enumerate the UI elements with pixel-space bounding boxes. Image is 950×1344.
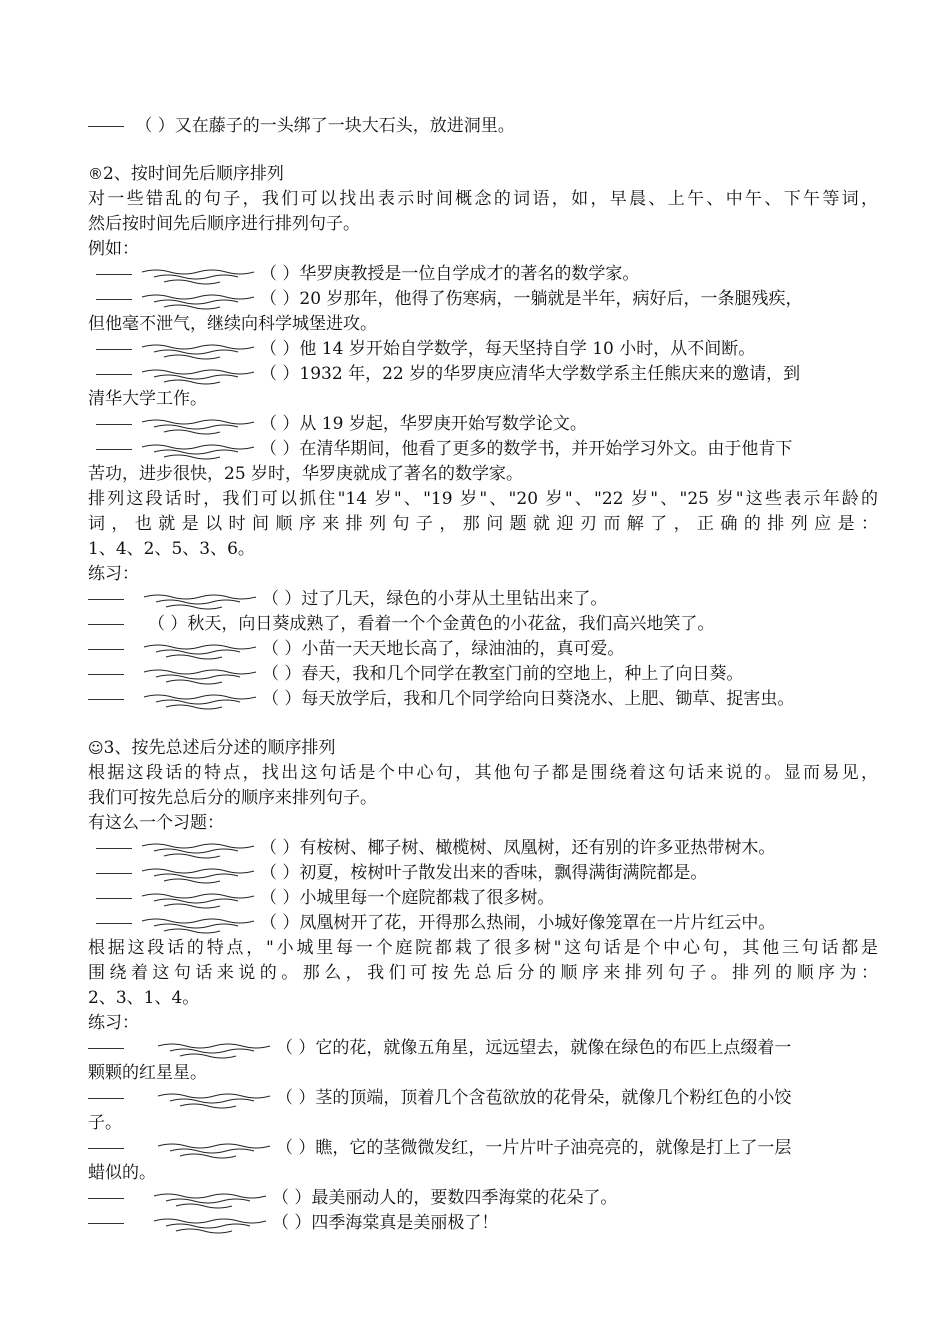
section3-practice-label: 练习： (88, 1013, 139, 1033)
practice-item (88, 1211, 878, 1235)
example-continuation: 清华大学工作。 (88, 389, 207, 409)
wavy-underline (154, 1038, 272, 1060)
answer-line (88, 1223, 124, 1224)
wavy-underline (140, 589, 258, 611)
section2-practice-label: 练习： (88, 564, 139, 584)
wavy-underline (140, 639, 258, 661)
answer-line (88, 674, 124, 675)
practice-text: （ ）小苗一天天地长高了，绿油油的，真可爱。 (262, 639, 625, 659)
practice-text: （ ）瞧，它的茎微微发红，一片片叶子油亮亮的，就像是打上了一层 (276, 1138, 792, 1158)
section3-intro-line2: 我们可按先总后分的顺序来排列句子。 (88, 788, 377, 808)
practice-item (88, 637, 878, 661)
practice-text: （ ）每天放学后，我和几个同学给向日葵浇水、上肥、锄草、捉害虫。 (262, 689, 795, 709)
example-item (88, 836, 878, 860)
answer-line (88, 624, 124, 625)
wavy-underline (140, 689, 258, 711)
practice-item (88, 1036, 878, 1060)
answer-line (96, 449, 132, 450)
wavy-underline (154, 1138, 272, 1160)
practice-item (88, 1186, 878, 1210)
practice-item (88, 662, 878, 686)
answer-line (96, 299, 132, 300)
example-text: （ ）凤凰树开了花，开得那么热闹，小城好像笼罩在一片片红云中。 (260, 913, 776, 933)
example-text: （ ）初夏，桉树叶子散发出来的香味，飘得满街满院都是。 (260, 863, 708, 883)
example-text: （ ）小城里每一个庭院都栽了很多树。 (260, 888, 555, 908)
practice-continuation: 颗颗的红星星。 (88, 1063, 207, 1083)
answer-line (96, 274, 132, 275)
example-continuation: 但他毫不泄气，继续向科学城堡进攻。 (88, 314, 377, 334)
section3-explain-line1: 根据这段话的特点，"小城里每一个庭院都栽了很多树"这句话是个中心句，其他三句话都是 (88, 938, 878, 958)
practice-text: （ ）茎的顶端，顶着几个含苞欲放的花骨朵，就像几个粉红色的小饺 (276, 1088, 792, 1108)
wavy-underline (138, 913, 256, 935)
answer-line (96, 424, 132, 425)
example-continuation: 苦功，进步很快，25 岁时，华罗庚就成了著名的数学家。 (88, 464, 524, 484)
practice-continuation: 蜡似的。 (88, 1163, 156, 1183)
example-item (88, 362, 878, 386)
practice-text: （ ）它的花，就像五角星，远远望去，就像在绿色的布匹上点缀着一 (276, 1038, 792, 1058)
example-item (88, 337, 878, 361)
answer-line (88, 126, 124, 127)
example-item (88, 911, 878, 935)
section3-intro-line1: 根据这段话的特点，找出这句话是个中心句，其他句子都是围绕着这句话来说的。显而易见， (88, 763, 878, 783)
example-text: （ ）1932 年，22 岁的华罗庚应清华大学数学系主任熊庆来的邀请，到 (260, 364, 801, 384)
example-text: （ ）华罗庚教授是一位自学成才的著名的数学家。 (260, 264, 640, 284)
example-item (88, 886, 878, 910)
wavy-underline (138, 863, 256, 885)
wavy-underline (138, 888, 256, 910)
section2-example-label: 例如： (88, 239, 139, 259)
practice-text: （ ）春天，我和几个同学在教室门前的空地上，种上了向日葵。 (262, 664, 744, 684)
wavy-underline (154, 1088, 272, 1110)
example-text: （ ）从 19 岁起，华罗庚开始写数学论文。 (260, 414, 587, 434)
section3-explain-line2: 围绕着这句话来说的。那么，我们可按先总后分的顺序来排列句子。排列的顺序为： (88, 963, 878, 983)
example-item (88, 262, 878, 286)
section2-heading (88, 162, 878, 186)
section3-heading (88, 736, 878, 760)
answer-line (96, 923, 132, 924)
example-item (88, 861, 878, 885)
wavy-underline (138, 339, 256, 361)
answer-line (96, 349, 132, 350)
answer-line (96, 374, 132, 375)
example-item (88, 437, 878, 461)
section3-marker: ☺ (88, 739, 104, 757)
example-text: （ ）有桉树、椰子树、橄榄树、凤凰树，还有别的许多亚热带树木。 (260, 838, 776, 858)
wavy-underline (138, 838, 256, 860)
section3-answer: 2、3、1、4。 (88, 988, 200, 1008)
top-item-text: （ ）又在藤子的一头绑了一块大石头，放进洞里。 (135, 116, 515, 136)
answer-line (88, 599, 124, 600)
example-text: （ ）在清华期间，他看了更多的数学书，并开始学习外文。由于他肯下 (260, 439, 793, 459)
example-item (88, 287, 878, 311)
section2-explain-line2: 词，也就是以时间顺序来排列句子，那问题就迎刃而解了，正确的排列应是： (88, 514, 878, 534)
wavy-underline (138, 264, 256, 286)
section2-answer: 1、4、2、5、3、6。 (88, 539, 255, 559)
answer-line (88, 699, 124, 700)
wavy-underline (150, 1188, 268, 1210)
answer-line (96, 848, 132, 849)
section2-intro-line1: 对一些错乱的句子，我们可以找出表示时间概念的词语，如，早晨、上午、中午、下午等词， (88, 189, 878, 209)
section2-marker: ® (88, 165, 103, 183)
answer-line (96, 873, 132, 874)
answer-line (88, 1148, 124, 1149)
answer-line (88, 1098, 124, 1099)
section2-title: 2、按时间先后顺序排列 (103, 164, 284, 184)
example-item (88, 412, 878, 436)
wavy-underline (150, 1213, 268, 1235)
wavy-underline (138, 414, 256, 436)
practice-item (88, 1086, 878, 1110)
section3-title: 3、按先总述后分述的顺序排列 (103, 738, 336, 758)
wavy-underline (138, 439, 256, 461)
practice-text: （ ）最美丽动人的，要数四季海棠的花朵了。 (272, 1188, 618, 1208)
wavy-underline (138, 289, 256, 311)
practice-text: （ ）过了几天，绿色的小芽从土里钻出来了。 (262, 589, 608, 609)
answer-line (88, 1198, 124, 1199)
practice-continuation: 子。 (88, 1113, 122, 1133)
practice-item (88, 1136, 878, 1160)
answer-line (96, 898, 132, 899)
example-text: （ ）他 14 岁开始自学数学，每天坚持自学 10 小时，从不间断。 (260, 339, 756, 359)
practice-text: （ ）秋天，向日葵成熟了，看着一个个金黄色的小花盆，我们高兴地笑了。 (148, 614, 715, 634)
wavy-underline (140, 664, 258, 686)
answer-line (88, 1048, 124, 1049)
practice-text: （ ）四季海棠真是美丽极了！ (272, 1213, 499, 1233)
practice-item (88, 687, 878, 711)
section2-explain-line1: 排列这段话时，我们可以抓住"14 岁"、"19 岁"、"20 岁"、"22 岁"、"25 岁"这些表示年龄的 (88, 489, 878, 509)
answer-line (88, 649, 124, 650)
section3-problem-label: 有这么一个习题： (88, 813, 224, 833)
practice-item (88, 612, 878, 636)
top-item (88, 114, 878, 138)
example-text: （ ）20 岁那年，他得了伤寒病，一躺就是半年，病好后，一条腿残疾， (260, 289, 803, 309)
wavy-underline (138, 364, 256, 386)
practice-item (88, 587, 878, 611)
section2-intro-line2: 然后按时间先后顺序进行排列句子。 (88, 214, 360, 234)
